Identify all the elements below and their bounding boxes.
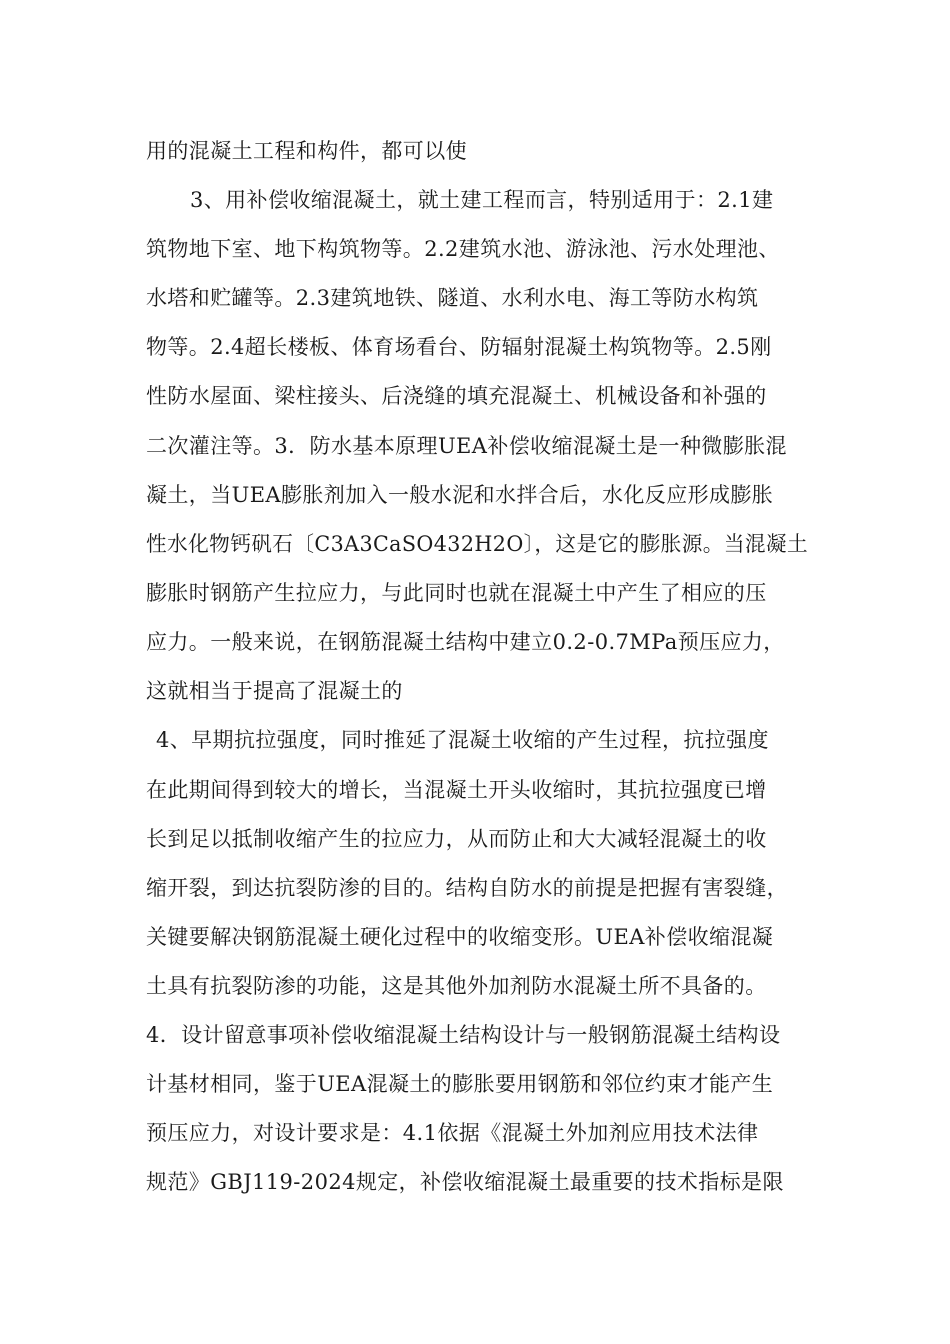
paragraph-line: 4．设计留意事项补偿收缩混凝土结构设计与一般钢筋混凝土结构设 [146,1023,781,1047]
paragraph-line: 计基材相同，鉴于UEA混凝土的膨胀要用钢筋和邻位约束才能产生 [146,1072,774,1096]
paragraph-line: 4、早期抗拉强度，同时推延了混凝土收缩的产生过程，抗拉强度 [156,728,769,752]
paragraph-line: 水塔和贮罐等。2.3建筑地铁、隧道、水利水电、海工等防水构筑 [146,286,759,310]
paragraph-line: 这就相当于提高了混凝土的 [146,679,403,703]
paragraph-line: 关键要解决钢筋混凝土硬化过程中的收缩变形。UEA补偿收缩混凝 [146,925,774,949]
paragraph-line: 物等。2.4超长楼板、体育场看台、防辐射混凝土构筑物等。2.5刚 [146,335,772,359]
paragraph-line: 在此期间得到较大的增长，当混凝土开头收缩时，其抗拉强度已增 [146,778,767,802]
paragraph-line: 性水化物钙矾石〔C3A3CaSO432H2O〕，这是它的膨胀源。当混凝土 [146,532,809,556]
paragraph-line: 应力。一般来说，在钢筋混凝土结构中建立0.2-0.7MPa预压应力， [146,630,785,654]
paragraph-line: 规范》GBJ119-2024规定，补偿收缩混凝土最重要的技术指标是限 [146,1170,784,1194]
paragraph-line: 长到足以抵制收缩产生的拉应力，从而防止和大大减轻混凝土的收 [146,827,767,851]
paragraph-line: 二次灌注等。3．防水基本原理UEA补偿收缩混凝土是一种微膨胀混 [146,434,787,458]
paragraph-line: 土具有抗裂防渗的功能，这是其他外加剂防水混凝土所不具备的。 [146,974,767,998]
paragraph-line: 筑物地下室、地下构筑物等。2.2建筑水池、游泳池、污水处理池、 [146,237,780,261]
paragraph-line: 性防水屋面、梁柱接头、后浇缝的填充混凝土、机械设备和补强的 [146,384,767,408]
paragraph-line: 3、用补偿收缩混凝土，就土建工程而言，特别适用于：2.1建 [190,188,774,212]
paragraph-line: 用的混凝土工程和构件，都可以使 [146,139,467,163]
paragraph-line: 缩开裂，到达抗裂防渗的目的。结构自防水的前提是把握有害裂缝， [146,876,788,900]
paragraph-line: 预压应力，对设计要求是：4.1依据《混凝土外加剂应用技术法律 [146,1121,759,1145]
paragraph-line: 膨胀时钢筋产生拉应力，与此同时也就在混凝土中产生了相应的压 [146,581,767,605]
paragraph-line: 凝土，当UEA膨胀剂加入一般水泥和水拌合后，水化反应形成膨胀 [146,483,774,507]
